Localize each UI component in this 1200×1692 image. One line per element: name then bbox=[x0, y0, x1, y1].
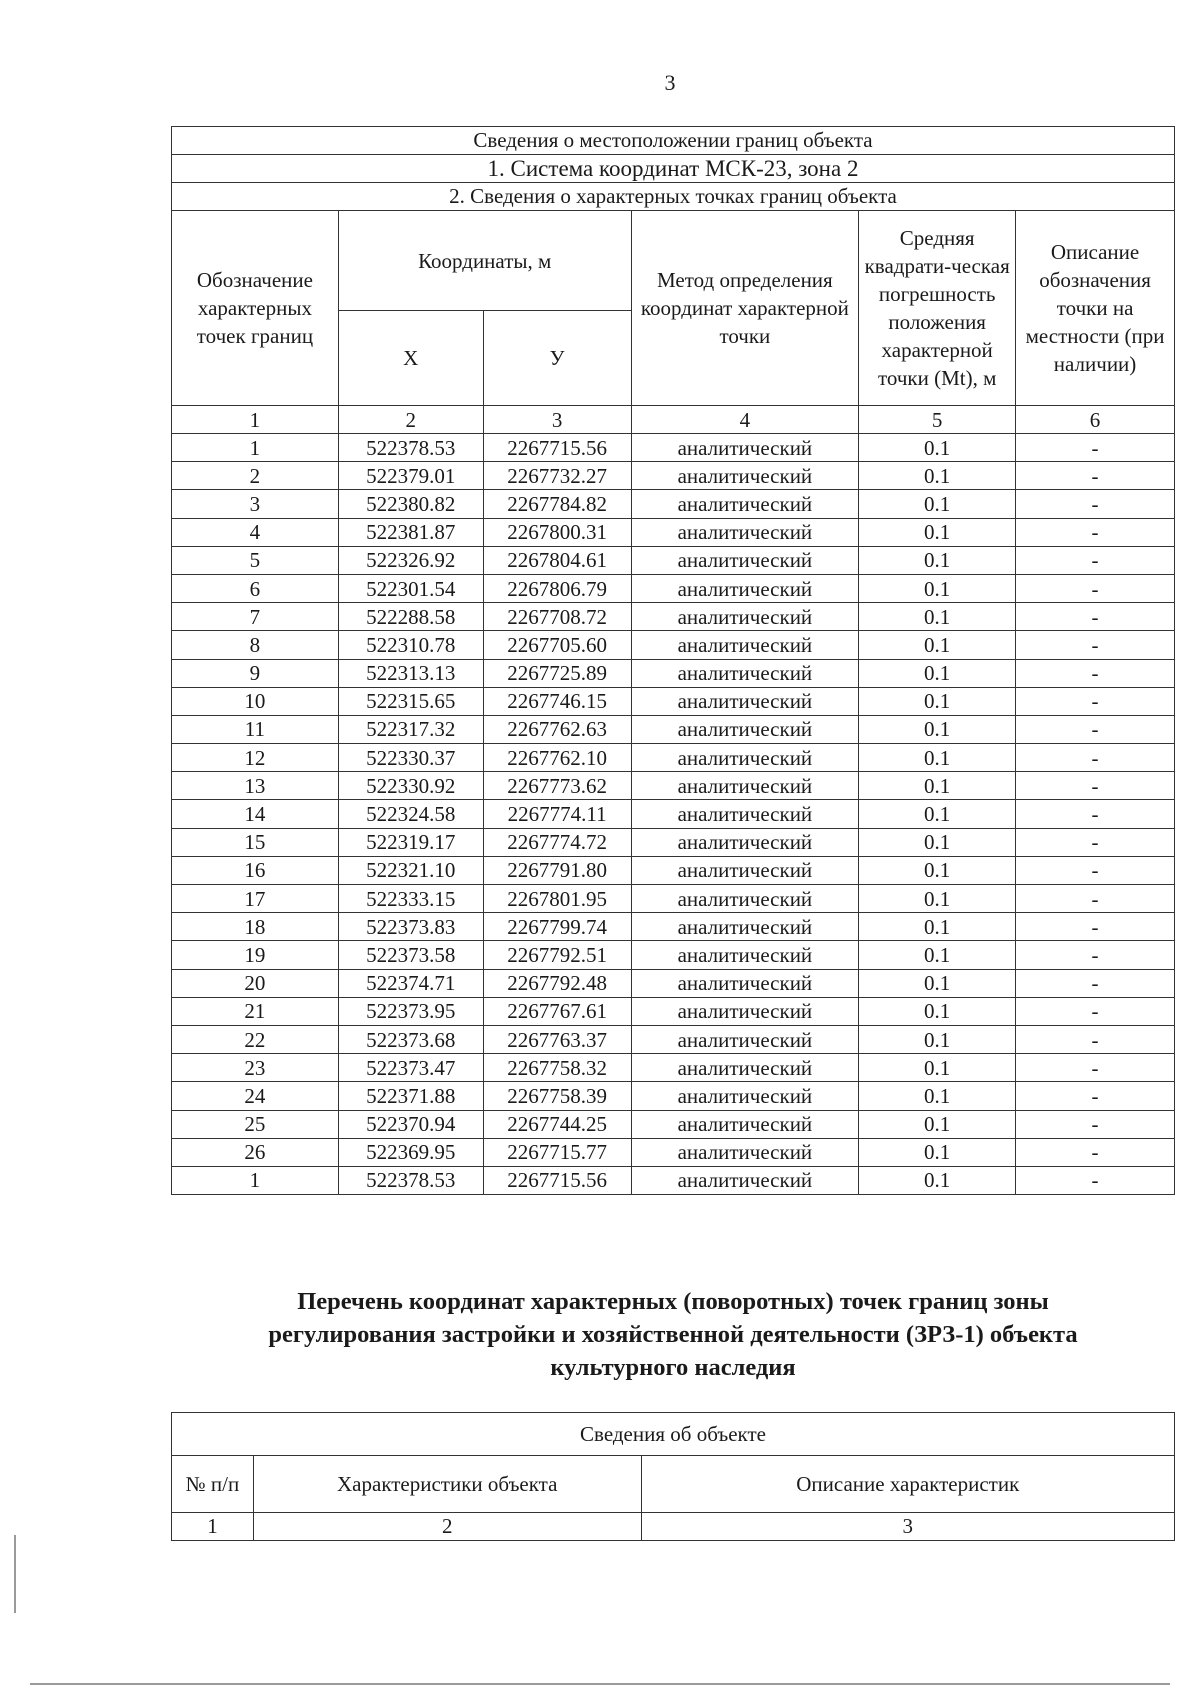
cell-description: - bbox=[1016, 941, 1175, 969]
table-row bbox=[172, 1082, 1175, 1110]
cell-point-id: 8 bbox=[172, 631, 339, 659]
cell-description: - bbox=[1016, 772, 1175, 800]
cell-description: - bbox=[1016, 1025, 1175, 1053]
cell-method: аналитический bbox=[631, 518, 859, 546]
cell-error: 0.1 bbox=[859, 1166, 1016, 1194]
cell-coord-y: 2267773.62 bbox=[483, 772, 631, 800]
cell-description: - bbox=[1016, 913, 1175, 941]
cell-coord-y: 2267715.56 bbox=[483, 434, 631, 462]
cell-point-id: 13 bbox=[172, 772, 339, 800]
table-row bbox=[172, 462, 1175, 490]
section-title-line: культурного наследия bbox=[550, 1354, 796, 1381]
cell-point-id: 21 bbox=[172, 997, 339, 1025]
header-y: У bbox=[483, 311, 631, 406]
table-row bbox=[172, 800, 1175, 828]
column-number: 3 bbox=[483, 406, 631, 434]
cell-point-id: 23 bbox=[172, 1054, 339, 1082]
cell-coord-x: 522381.87 bbox=[338, 518, 483, 546]
cell-point-id: 11 bbox=[172, 715, 339, 743]
cell-method: аналитический bbox=[631, 546, 859, 574]
cell-method: аналитический bbox=[631, 659, 859, 687]
section-title-line: регулирования застройки и хозяйственной деятельности (ЗРЗ-1) объекта bbox=[268, 1321, 1078, 1348]
cell-coord-x: 522374.71 bbox=[338, 969, 483, 997]
cell-point-id: 10 bbox=[172, 687, 339, 715]
cell-coord-y: 2267762.10 bbox=[483, 744, 631, 772]
cell-method: аналитический bbox=[631, 574, 859, 602]
header-point: Обозначение характерных точек границ bbox=[172, 211, 339, 406]
cell-description: - bbox=[1016, 574, 1175, 602]
cell-method: аналитический bbox=[631, 1138, 859, 1166]
cell-coord-x: 522371.88 bbox=[338, 1082, 483, 1110]
table-row bbox=[172, 1166, 1175, 1194]
cell-error: 0.1 bbox=[859, 659, 1016, 687]
cell-point-id: 9 bbox=[172, 659, 339, 687]
cell-coord-y: 2267758.39 bbox=[483, 1082, 631, 1110]
cell-method: аналитический bbox=[631, 885, 859, 913]
cell-description: - bbox=[1016, 434, 1175, 462]
header-number: № п/п bbox=[172, 1456, 254, 1513]
cell-method: аналитический bbox=[631, 744, 859, 772]
table-row bbox=[172, 969, 1175, 997]
cell-coord-y: 2267800.31 bbox=[483, 518, 631, 546]
coordinates-table bbox=[171, 126, 1175, 1195]
cell-coord-y: 2267715.77 bbox=[483, 1138, 631, 1166]
coordinates-body bbox=[172, 434, 1175, 1195]
object-info-table bbox=[171, 1412, 1175, 1541]
cell-coord-y: 2267791.80 bbox=[483, 856, 631, 884]
table-row bbox=[172, 687, 1175, 715]
cell-method: аналитический bbox=[631, 997, 859, 1025]
cell-description: - bbox=[1016, 490, 1175, 518]
cell-coord-y: 2267732.27 bbox=[483, 462, 631, 490]
table-row bbox=[172, 715, 1175, 743]
section-heading: 2. Сведения о характерных точках границ объекта bbox=[172, 183, 1175, 211]
header-characteristics-description: Описание характеристик bbox=[641, 1456, 1174, 1513]
column-number: 2 bbox=[253, 1513, 641, 1541]
cell-point-id: 1 bbox=[172, 1166, 339, 1194]
cell-method: аналитический bbox=[631, 828, 859, 856]
column-number: 5 bbox=[859, 406, 1016, 434]
cell-method: аналитический bbox=[631, 1025, 859, 1053]
cell-error: 0.1 bbox=[859, 603, 1016, 631]
header-error: Средняя квадрати-ческая погрешность положения характерной точки (Mt), м bbox=[859, 211, 1016, 406]
cell-coord-y: 2267792.48 bbox=[483, 969, 631, 997]
cell-coord-x: 522330.37 bbox=[338, 744, 483, 772]
cell-coord-y: 2267705.60 bbox=[483, 631, 631, 659]
cell-error: 0.1 bbox=[859, 969, 1016, 997]
cell-coord-x: 522379.01 bbox=[338, 462, 483, 490]
cell-error: 0.1 bbox=[859, 490, 1016, 518]
cell-coord-x: 522373.58 bbox=[338, 941, 483, 969]
cell-description: - bbox=[1016, 462, 1175, 490]
cell-method: аналитический bbox=[631, 1166, 859, 1194]
cell-error: 0.1 bbox=[859, 885, 1016, 913]
cell-point-id: 4 bbox=[172, 518, 339, 546]
cell-error: 0.1 bbox=[859, 462, 1016, 490]
cell-point-id: 12 bbox=[172, 744, 339, 772]
cell-point-id: 18 bbox=[172, 913, 339, 941]
cell-point-id: 19 bbox=[172, 941, 339, 969]
cell-error: 0.1 bbox=[859, 941, 1016, 969]
table-row bbox=[172, 631, 1175, 659]
cell-description: - bbox=[1016, 603, 1175, 631]
table-row bbox=[172, 1138, 1175, 1166]
cell-error: 0.1 bbox=[859, 434, 1016, 462]
cell-method: аналитический bbox=[631, 913, 859, 941]
cell-coord-x: 522373.95 bbox=[338, 997, 483, 1025]
cell-method: аналитический bbox=[631, 1110, 859, 1138]
cell-coord-x: 522313.13 bbox=[338, 659, 483, 687]
cell-coord-x: 522369.95 bbox=[338, 1138, 483, 1166]
header-method: Метод определения координат характерной точки bbox=[631, 211, 859, 406]
cell-coord-x: 522330.92 bbox=[338, 772, 483, 800]
cell-description: - bbox=[1016, 800, 1175, 828]
cell-point-id: 15 bbox=[172, 828, 339, 856]
column-number: 1 bbox=[172, 406, 339, 434]
cell-method: аналитический bbox=[631, 856, 859, 884]
cell-coord-y: 2267801.95 bbox=[483, 885, 631, 913]
cell-error: 0.1 bbox=[859, 913, 1016, 941]
table-row bbox=[172, 574, 1175, 602]
cell-error: 0.1 bbox=[859, 828, 1016, 856]
cell-point-id: 1 bbox=[172, 434, 339, 462]
cell-point-id: 26 bbox=[172, 1138, 339, 1166]
cell-error: 0.1 bbox=[859, 546, 1016, 574]
column-number: 6 bbox=[1016, 406, 1175, 434]
cell-error: 0.1 bbox=[859, 744, 1016, 772]
cell-coord-y: 2267746.15 bbox=[483, 687, 631, 715]
cell-coord-x: 522378.53 bbox=[338, 434, 483, 462]
cell-point-id: 7 bbox=[172, 603, 339, 631]
cell-method: аналитический bbox=[631, 941, 859, 969]
cell-error: 0.1 bbox=[859, 997, 1016, 1025]
cell-point-id: 3 bbox=[172, 490, 339, 518]
table-row bbox=[172, 434, 1175, 462]
cell-point-id: 22 bbox=[172, 1025, 339, 1053]
scan-margin-line bbox=[14, 1535, 16, 1613]
column-number: 2 bbox=[338, 406, 483, 434]
cell-description: - bbox=[1016, 997, 1175, 1025]
cell-error: 0.1 bbox=[859, 1110, 1016, 1138]
table-row bbox=[172, 941, 1175, 969]
section-title bbox=[171, 1285, 1175, 1384]
cell-description: - bbox=[1016, 715, 1175, 743]
cell-description: - bbox=[1016, 885, 1175, 913]
cell-description: - bbox=[1016, 659, 1175, 687]
cell-error: 0.1 bbox=[859, 1138, 1016, 1166]
cell-coord-y: 2267767.61 bbox=[483, 997, 631, 1025]
cell-method: аналитический bbox=[631, 772, 859, 800]
table-row bbox=[172, 1110, 1175, 1138]
cell-coord-y: 2267715.56 bbox=[483, 1166, 631, 1194]
cell-coord-y: 2267708.72 bbox=[483, 603, 631, 631]
page-number: 3 bbox=[664, 70, 676, 95]
column-number: 4 bbox=[631, 406, 859, 434]
cell-method: аналитический bbox=[631, 969, 859, 997]
cell-coord-x: 522315.65 bbox=[338, 687, 483, 715]
table-row bbox=[172, 772, 1175, 800]
cell-coord-y: 2267799.74 bbox=[483, 913, 631, 941]
cell-description: - bbox=[1016, 518, 1175, 546]
column-numbers-row bbox=[172, 406, 1175, 434]
cell-method: аналитический bbox=[631, 1082, 859, 1110]
cell-description: - bbox=[1016, 828, 1175, 856]
cell-point-id: 14 bbox=[172, 800, 339, 828]
table-row bbox=[172, 1054, 1175, 1082]
cell-coord-x: 522373.68 bbox=[338, 1025, 483, 1053]
cell-method: аналитический bbox=[631, 490, 859, 518]
cell-point-id: 16 bbox=[172, 856, 339, 884]
cell-coord-y: 2267774.11 bbox=[483, 800, 631, 828]
cell-description: - bbox=[1016, 1110, 1175, 1138]
coordinate-system: 1. Система координат МСК-23, зона 2 bbox=[172, 155, 1175, 183]
table-title: Сведения о местоположении границ объекта bbox=[172, 127, 1175, 155]
cell-point-id: 2 bbox=[172, 462, 339, 490]
cell-description: - bbox=[1016, 546, 1175, 574]
section-title-line: Перечень координат характерных (поворотных) точек границ зоны bbox=[297, 1288, 1049, 1315]
cell-error: 0.1 bbox=[859, 687, 1016, 715]
cell-description: - bbox=[1016, 687, 1175, 715]
cell-coord-y: 2267792.51 bbox=[483, 941, 631, 969]
cell-error: 0.1 bbox=[859, 631, 1016, 659]
cell-method: аналитический bbox=[631, 603, 859, 631]
table-row bbox=[172, 1025, 1175, 1053]
cell-coord-x: 522373.83 bbox=[338, 913, 483, 941]
cell-method: аналитический bbox=[631, 800, 859, 828]
header-description: Описание обозначения точки на местности (при наличии) bbox=[1016, 211, 1175, 406]
cell-method: аналитический bbox=[631, 687, 859, 715]
table-row bbox=[172, 828, 1175, 856]
cell-description: - bbox=[1016, 1054, 1175, 1082]
cell-error: 0.1 bbox=[859, 518, 1016, 546]
cell-coord-x: 522370.94 bbox=[338, 1110, 483, 1138]
cell-error: 0.1 bbox=[859, 856, 1016, 884]
column-number: 3 bbox=[641, 1513, 1174, 1541]
cell-coord-x: 522373.47 bbox=[338, 1054, 483, 1082]
table-row bbox=[172, 546, 1175, 574]
cell-description: - bbox=[1016, 969, 1175, 997]
cell-error: 0.1 bbox=[859, 574, 1016, 602]
cell-coord-x: 522324.58 bbox=[338, 800, 483, 828]
cell-description: - bbox=[1016, 1082, 1175, 1110]
column-numbers-row bbox=[172, 1513, 1175, 1541]
cell-coord-x: 522321.10 bbox=[338, 856, 483, 884]
cell-coord-y: 2267784.82 bbox=[483, 490, 631, 518]
cell-error: 0.1 bbox=[859, 1054, 1016, 1082]
cell-method: аналитический bbox=[631, 631, 859, 659]
cell-point-id: 25 bbox=[172, 1110, 339, 1138]
header-characteristics: Характеристики объекта bbox=[253, 1456, 641, 1513]
cell-description: - bbox=[1016, 1166, 1175, 1194]
header-x: X bbox=[338, 311, 483, 406]
cell-point-id: 6 bbox=[172, 574, 339, 602]
cell-coord-x: 522326.92 bbox=[338, 546, 483, 574]
cell-method: аналитический bbox=[631, 1054, 859, 1082]
cell-coord-y: 2267774.72 bbox=[483, 828, 631, 856]
header-coordinates: Координаты, м bbox=[338, 211, 631, 311]
scan-bottom-line bbox=[30, 1683, 1170, 1685]
cell-coord-x: 522319.17 bbox=[338, 828, 483, 856]
cell-error: 0.1 bbox=[859, 715, 1016, 743]
object-table-title: Сведения об объекте bbox=[172, 1413, 1175, 1456]
cell-point-id: 5 bbox=[172, 546, 339, 574]
table-row bbox=[172, 913, 1175, 941]
cell-coord-y: 2267762.63 bbox=[483, 715, 631, 743]
cell-point-id: 24 bbox=[172, 1082, 339, 1110]
cell-coord-y: 2267804.61 bbox=[483, 546, 631, 574]
cell-coord-x: 522378.53 bbox=[338, 1166, 483, 1194]
table-row bbox=[172, 490, 1175, 518]
cell-point-id: 20 bbox=[172, 969, 339, 997]
cell-method: аналитический bbox=[631, 715, 859, 743]
cell-coord-x: 522317.32 bbox=[338, 715, 483, 743]
cell-error: 0.1 bbox=[859, 1025, 1016, 1053]
cell-method: аналитический bbox=[631, 462, 859, 490]
cell-coord-x: 522301.54 bbox=[338, 574, 483, 602]
cell-description: - bbox=[1016, 744, 1175, 772]
table-row bbox=[172, 659, 1175, 687]
cell-coord-y: 2267763.37 bbox=[483, 1025, 631, 1053]
cell-coord-x: 522380.82 bbox=[338, 490, 483, 518]
table-row bbox=[172, 856, 1175, 884]
table-row bbox=[172, 744, 1175, 772]
cell-description: - bbox=[1016, 856, 1175, 884]
table-row bbox=[172, 997, 1175, 1025]
cell-error: 0.1 bbox=[859, 800, 1016, 828]
cell-error: 0.1 bbox=[859, 772, 1016, 800]
table-row bbox=[172, 518, 1175, 546]
cell-coord-x: 522288.58 bbox=[338, 603, 483, 631]
cell-error: 0.1 bbox=[859, 1082, 1016, 1110]
cell-coord-y: 2267744.25 bbox=[483, 1110, 631, 1138]
cell-point-id: 17 bbox=[172, 885, 339, 913]
cell-description: - bbox=[1016, 631, 1175, 659]
cell-description: - bbox=[1016, 1138, 1175, 1166]
table-row bbox=[172, 885, 1175, 913]
column-number: 1 bbox=[172, 1513, 254, 1541]
cell-coord-y: 2267806.79 bbox=[483, 574, 631, 602]
cell-coord-x: 522310.78 bbox=[338, 631, 483, 659]
cell-coord-y: 2267725.89 bbox=[483, 659, 631, 687]
table-row bbox=[172, 603, 1175, 631]
cell-coord-x: 522333.15 bbox=[338, 885, 483, 913]
cell-method: аналитический bbox=[631, 434, 859, 462]
cell-coord-y: 2267758.32 bbox=[483, 1054, 631, 1082]
